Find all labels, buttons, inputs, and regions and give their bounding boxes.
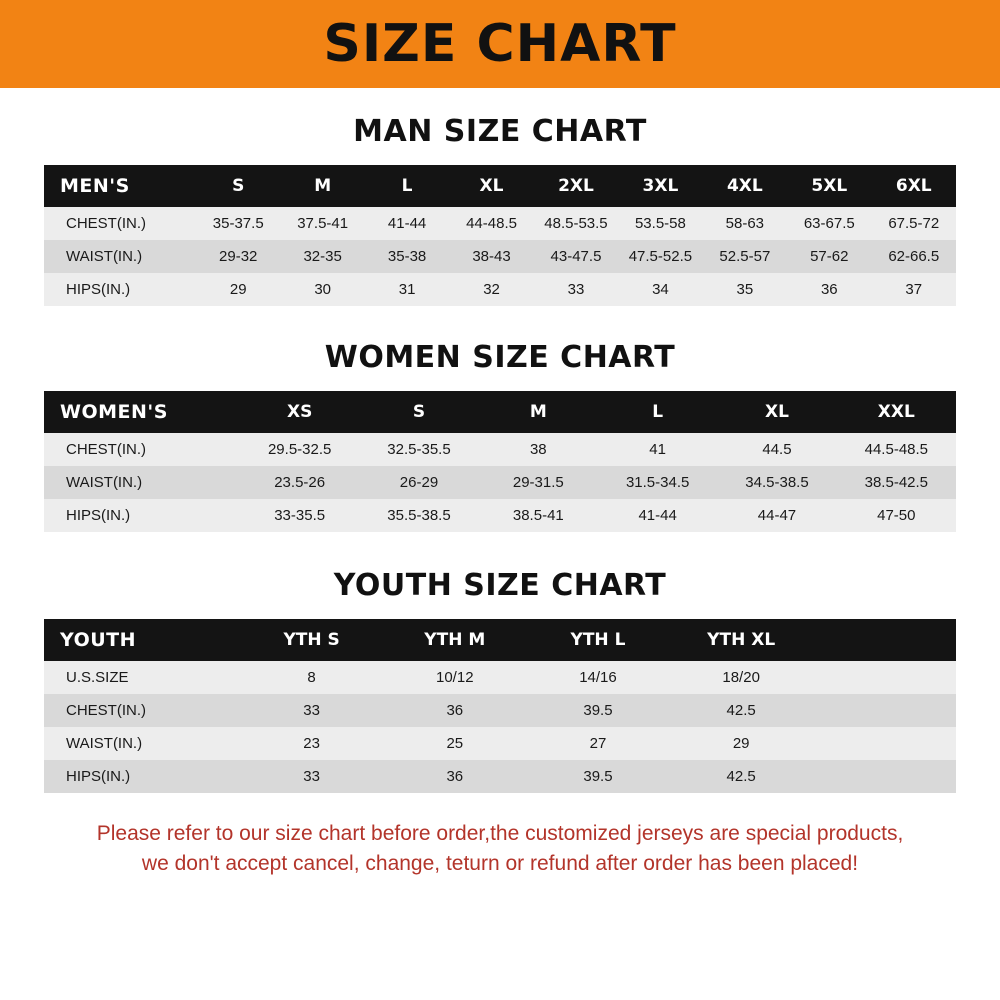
youth-header-label: YOUTH xyxy=(44,619,240,661)
table-row xyxy=(44,760,956,793)
women-header-m: M xyxy=(479,391,598,433)
men-header-6xl: 6XL xyxy=(872,165,957,207)
women-waist-xs: 23.5-26 xyxy=(240,466,359,499)
women-hips-m: 38.5-41 xyxy=(479,499,598,532)
men-waist-s: 29-32 xyxy=(196,240,280,273)
women-waist-m: 29-31.5 xyxy=(479,466,598,499)
men-hips-m: 30 xyxy=(280,273,364,306)
youth-waist-m: 25 xyxy=(383,727,526,760)
table-row xyxy=(44,499,956,532)
footer-note-line2: we don't accept cancel, change, teturn or refund after order has been placed! xyxy=(141,852,859,876)
youth-hips-m: 36 xyxy=(383,760,526,793)
youth-header-xl: YTH XL xyxy=(670,619,813,661)
men-table-body xyxy=(44,207,956,306)
youth-row-spacer xyxy=(813,760,956,793)
youth-waist-xl: 29 xyxy=(670,727,813,760)
men-header-label: MEN'S xyxy=(44,165,196,207)
women-waist-s: 26-29 xyxy=(359,466,478,499)
women-header-s: S xyxy=(359,391,478,433)
women-table-header xyxy=(44,391,956,433)
men-hips-s: 29 xyxy=(196,273,280,306)
women-waist-xl: 34.5-38.5 xyxy=(717,466,836,499)
youth-header-l: YTH L xyxy=(526,619,669,661)
women-row-chest-label: CHEST(IN.) xyxy=(44,433,240,466)
youth-header-spacer xyxy=(813,619,956,661)
youth-size-table xyxy=(44,619,956,793)
section-title-women: WOMEN SIZE CHART xyxy=(324,340,676,375)
men-chest-s: 35-37.5 xyxy=(196,207,280,240)
youth-hips-xl: 42.5 xyxy=(670,760,813,793)
women-hips-xxl: 47-50 xyxy=(837,499,956,532)
men-size-table xyxy=(44,165,956,306)
men-size-table-wrapper xyxy=(44,165,956,306)
men-hips-3xl: 34 xyxy=(618,273,702,306)
youth-ussize-l: 14/16 xyxy=(526,661,669,694)
men-chest-6xl: 67.5-72 xyxy=(872,207,957,240)
women-size-table xyxy=(44,391,956,532)
men-chest-2xl: 48.5-53.5 xyxy=(534,207,618,240)
youth-ussize-xl: 18/20 xyxy=(670,661,813,694)
youth-waist-s: 23 xyxy=(240,727,383,760)
youth-chest-xl: 42.5 xyxy=(670,694,813,727)
section-title-youth: YOUTH SIZE CHART xyxy=(333,568,667,603)
youth-chest-m: 36 xyxy=(383,694,526,727)
youth-chest-s: 33 xyxy=(240,694,383,727)
youth-row-chest-label: CHEST(IN.) xyxy=(44,694,240,727)
women-chest-m: 38 xyxy=(479,433,598,466)
men-row-waist-label: WAIST(IN.) xyxy=(44,240,196,273)
men-hips-2xl: 33 xyxy=(534,273,618,306)
table-row xyxy=(44,466,956,499)
women-hips-xl: 44-47 xyxy=(717,499,836,532)
youth-row-ussize-label: U.S.SIZE xyxy=(44,661,240,694)
youth-header-m: YTH M xyxy=(383,619,526,661)
women-row-waist-label: WAIST(IN.) xyxy=(44,466,240,499)
men-header-m: M xyxy=(280,165,364,207)
women-header-xxl: XXL xyxy=(837,391,956,433)
men-header-5xl: 5XL xyxy=(787,165,871,207)
women-hips-s: 35.5-38.5 xyxy=(359,499,478,532)
page-title: SIZE CHART xyxy=(323,14,677,74)
men-chest-4xl: 58-63 xyxy=(703,207,787,240)
women-header-l: L xyxy=(598,391,717,433)
men-header-2xl: 2XL xyxy=(534,165,618,207)
youth-waist-l: 27 xyxy=(526,727,669,760)
header-banner xyxy=(0,0,1000,88)
table-header-row xyxy=(44,619,956,661)
table-header-row xyxy=(44,165,956,207)
women-table-body xyxy=(44,433,956,532)
men-waist-m: 32-35 xyxy=(280,240,364,273)
women-waist-l: 31.5-34.5 xyxy=(598,466,717,499)
men-header-3xl: 3XL xyxy=(618,165,702,207)
women-chest-l: 41 xyxy=(598,433,717,466)
men-hips-5xl: 36 xyxy=(787,273,871,306)
women-chest-s: 32.5-35.5 xyxy=(359,433,478,466)
youth-row-spacer xyxy=(813,727,956,760)
men-waist-4xl: 52.5-57 xyxy=(703,240,787,273)
women-header-xs: XS xyxy=(240,391,359,433)
men-waist-3xl: 47.5-52.5 xyxy=(618,240,702,273)
men-hips-4xl: 35 xyxy=(703,273,787,306)
men-header-xl: XL xyxy=(449,165,533,207)
men-waist-5xl: 57-62 xyxy=(787,240,871,273)
youth-size-table-wrapper xyxy=(44,619,956,793)
youth-row-spacer xyxy=(813,661,956,694)
youth-table-body xyxy=(44,661,956,793)
women-header-label: WOMEN'S xyxy=(44,391,240,433)
men-header-s: S xyxy=(196,165,280,207)
youth-hips-s: 33 xyxy=(240,760,383,793)
youth-header-s: YTH S xyxy=(240,619,383,661)
men-header-l: L xyxy=(365,165,449,207)
table-row xyxy=(44,207,956,240)
women-waist-xxl: 38.5-42.5 xyxy=(837,466,956,499)
youth-table-header xyxy=(44,619,956,661)
youth-row-waist-label: WAIST(IN.) xyxy=(44,727,240,760)
table-header-row xyxy=(44,391,956,433)
women-chest-xl: 44.5 xyxy=(717,433,836,466)
footer-note xyxy=(25,819,975,880)
men-chest-xl: 44-48.5 xyxy=(449,207,533,240)
men-row-chest-label: CHEST(IN.) xyxy=(44,207,196,240)
men-waist-xl: 38-43 xyxy=(449,240,533,273)
men-waist-l: 35-38 xyxy=(365,240,449,273)
men-hips-l: 31 xyxy=(365,273,449,306)
men-row-hips-label: HIPS(IN.) xyxy=(44,273,196,306)
youth-hips-l: 39.5 xyxy=(526,760,669,793)
youth-chest-l: 39.5 xyxy=(526,694,669,727)
men-chest-l: 41-44 xyxy=(365,207,449,240)
section-title-man: MAN SIZE CHART xyxy=(353,114,647,149)
table-row xyxy=(44,433,956,466)
table-row xyxy=(44,727,956,760)
men-waist-6xl: 62-66.5 xyxy=(872,240,957,273)
women-hips-xs: 33-35.5 xyxy=(240,499,359,532)
men-chest-5xl: 63-67.5 xyxy=(787,207,871,240)
youth-row-hips-label: HIPS(IN.) xyxy=(44,760,240,793)
table-row xyxy=(44,240,956,273)
men-chest-3xl: 53.5-58 xyxy=(618,207,702,240)
men-header-4xl: 4XL xyxy=(703,165,787,207)
women-chest-xxl: 44.5-48.5 xyxy=(837,433,956,466)
women-chest-xs: 29.5-32.5 xyxy=(240,433,359,466)
women-header-xl: XL xyxy=(717,391,836,433)
men-hips-xl: 32 xyxy=(449,273,533,306)
youth-ussize-s: 8 xyxy=(240,661,383,694)
men-chest-m: 37.5-41 xyxy=(280,207,364,240)
women-row-hips-label: HIPS(IN.) xyxy=(44,499,240,532)
table-row xyxy=(44,694,956,727)
women-hips-l: 41-44 xyxy=(598,499,717,532)
men-waist-2xl: 43-47.5 xyxy=(534,240,618,273)
youth-ussize-m: 10/12 xyxy=(383,661,526,694)
footer-note-line1: Please refer to our size chart before order,the customized jerseys are special products, xyxy=(96,822,904,845)
table-row xyxy=(44,661,956,694)
men-hips-6xl: 37 xyxy=(872,273,957,306)
table-row xyxy=(44,273,956,306)
men-table-header xyxy=(44,165,956,207)
women-size-table-wrapper xyxy=(44,391,956,532)
youth-row-spacer xyxy=(813,694,956,727)
